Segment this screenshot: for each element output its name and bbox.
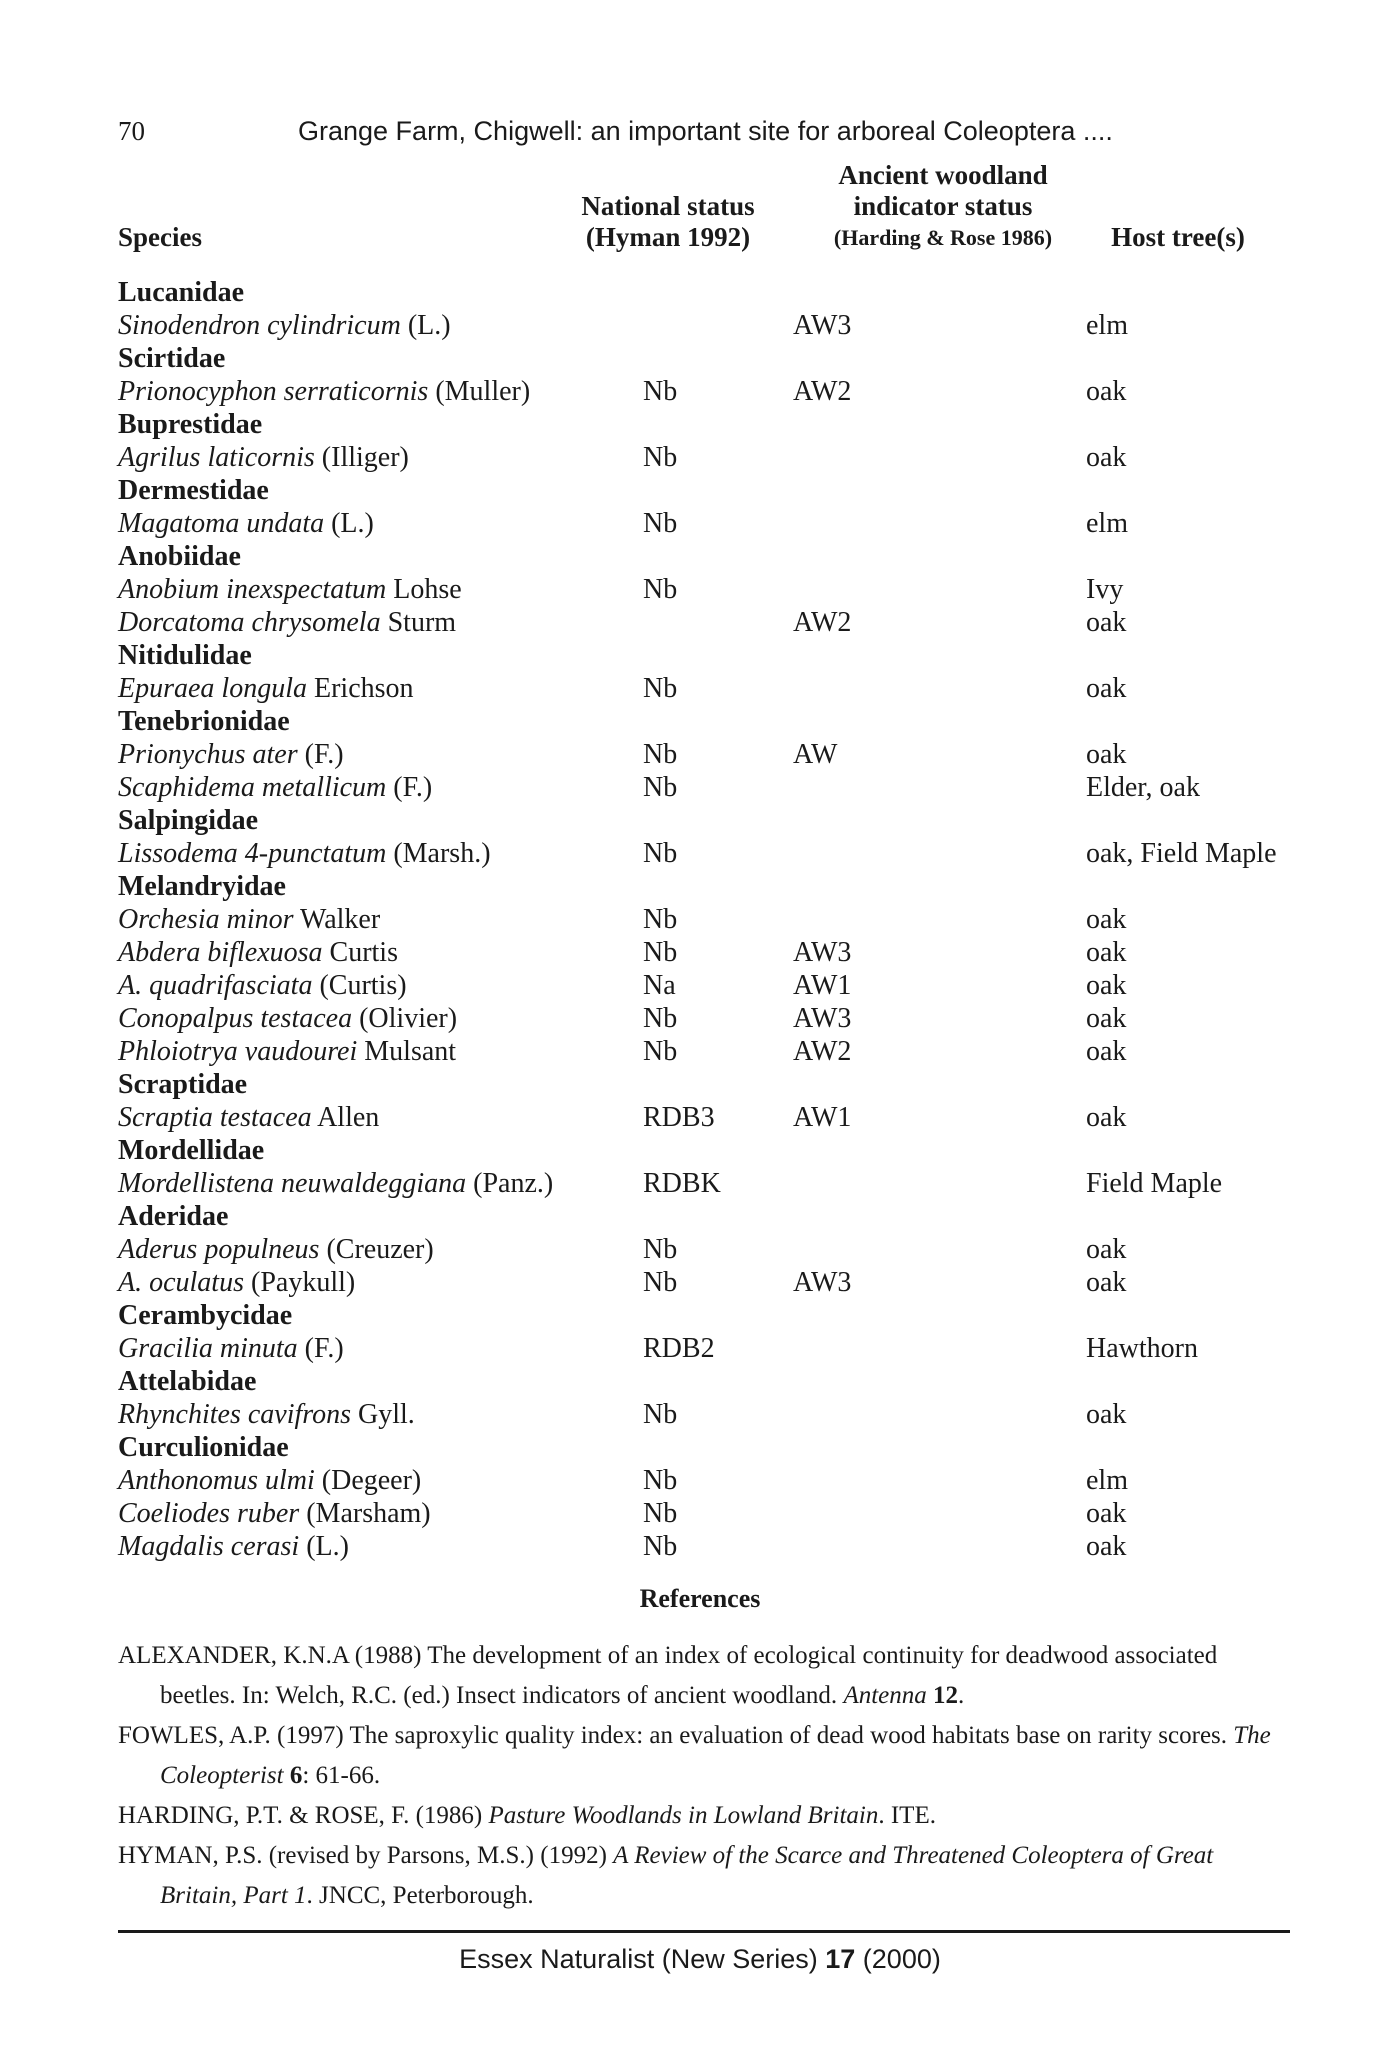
- species-cell: [118, 1497, 431, 1530]
- species-cell: [118, 1464, 421, 1497]
- scientific-name: A. oculatus: [118, 1267, 244, 1298]
- reference-text: FOWLES, A.P. (1997) The saproxylic quality index: an evaluation of dead wood habitats base on rarity scores.: [118, 1722, 1234, 1749]
- scientific-name: Magatoma undata: [118, 508, 325, 539]
- table-row: [118, 738, 1298, 771]
- species-cell: [118, 936, 398, 969]
- species-cell: [118, 606, 456, 639]
- authority: (Illiger): [314, 442, 409, 473]
- column-header-species: [118, 222, 202, 253]
- host-tree-cell: oak: [1086, 1102, 1127, 1133]
- table-row: [118, 1530, 1298, 1563]
- ancient-woodland-cell: AW2: [793, 607, 852, 638]
- species-cell: [118, 573, 462, 606]
- family-name: Scraptidae: [118, 1069, 248, 1100]
- footer: [0, 1944, 1400, 1975]
- authority: (F.): [297, 1333, 344, 1364]
- host-tree-cell: Hawthorn: [1086, 1333, 1198, 1364]
- ancient-woodland-cell: AW: [793, 739, 838, 770]
- family-name: Curculionidae: [118, 1432, 289, 1463]
- host-tree-cell: oak: [1086, 904, 1127, 935]
- family-name: Melandryidae: [118, 871, 286, 902]
- scientific-name: Mordellistena neuwaldeggiana: [118, 1168, 467, 1199]
- species-cell: [118, 441, 409, 474]
- column-header-species-label: Species: [118, 222, 202, 252]
- table-row: [118, 1233, 1298, 1266]
- authority: (Olivier): [352, 1003, 458, 1034]
- page-number: 70: [118, 116, 145, 146]
- national-status-cell: Nb: [643, 442, 678, 473]
- scientific-name: Dorcatoma chrysomela: [118, 607, 381, 638]
- species-cell: [118, 1167, 553, 1200]
- authority: (Marsh.): [386, 838, 491, 869]
- national-status-cell: Na: [643, 970, 676, 1001]
- national-status-cell: Nb: [643, 1234, 678, 1265]
- family-name: Nitidulidae: [118, 640, 252, 671]
- family-row: [118, 804, 1298, 837]
- national-status-cell: Nb: [643, 1003, 678, 1034]
- footer-journal: Essex Naturalist (New Series): [459, 1944, 826, 1974]
- column-header-national-line1: National status: [581, 191, 755, 221]
- table-row: [118, 1266, 1298, 1299]
- host-tree-cell: oak: [1086, 1531, 1127, 1562]
- authority: (L.): [299, 1531, 349, 1562]
- species-cell: [118, 969, 407, 1002]
- host-tree-cell: oak, Field Maple: [1086, 838, 1277, 869]
- running-head: [118, 116, 1278, 156]
- authority: (L.): [400, 310, 451, 341]
- scientific-name: Orchesia minor: [118, 904, 294, 935]
- host-tree-cell: oak: [1086, 937, 1127, 968]
- table-row: [118, 936, 1298, 969]
- family-name: Anobiidae: [118, 541, 241, 572]
- footer-rule: [118, 1930, 1290, 1933]
- family-row: [118, 1431, 1298, 1464]
- family-name: Dermestidae: [118, 475, 269, 506]
- national-status-cell: Nb: [643, 838, 678, 869]
- scientific-name: Aderus populneus: [118, 1234, 320, 1265]
- running-title: Grange Farm, Chigwell: an important site for arboreal Coleoptera ....: [298, 116, 1113, 146]
- table-row: [118, 309, 1298, 342]
- scientific-name: Conopalpus testacea: [118, 1003, 353, 1034]
- authority: (Degeer): [314, 1465, 422, 1496]
- reference-text: 12: [933, 1682, 959, 1709]
- family-row: [118, 1068, 1298, 1101]
- species-cell: [118, 1101, 379, 1134]
- family-name: Attelabidae: [118, 1366, 257, 1397]
- table-row: [118, 1464, 1298, 1497]
- scientific-name: Agrilus laticornis: [118, 442, 315, 473]
- family-row: [118, 639, 1298, 672]
- family-row: [118, 1200, 1298, 1233]
- reference-item: [118, 1796, 1290, 1836]
- host-tree-cell: oak: [1086, 376, 1127, 407]
- reference-text: . JNCC, Peterborough.: [306, 1882, 534, 1909]
- host-tree-cell: oak: [1086, 1399, 1127, 1430]
- scientific-name: Scaphidema metallicum: [118, 772, 387, 803]
- reference-text: .: [958, 1682, 965, 1709]
- table-header: [118, 160, 1298, 270]
- authority: (Panz.): [466, 1168, 554, 1199]
- footer-year: (2000): [855, 1944, 941, 1974]
- national-status-cell: Nb: [643, 508, 678, 539]
- family-row: [118, 705, 1298, 738]
- national-status-cell: Nb: [643, 673, 678, 704]
- column-header-host-trees: [1043, 222, 1313, 253]
- family-row: [118, 870, 1298, 903]
- table-row: [118, 903, 1298, 936]
- species-cell: [118, 1398, 415, 1431]
- species-cell: [118, 1266, 355, 1299]
- host-tree-cell: oak: [1086, 739, 1127, 770]
- national-status-cell: Nb: [643, 1531, 678, 1562]
- authority: Allen: [311, 1102, 380, 1133]
- authority: (Marsham): [299, 1498, 431, 1529]
- reference-text: Pasture Woodlands in Lowland Britain: [488, 1802, 879, 1829]
- national-status-cell: RDB2: [643, 1333, 715, 1364]
- authority: Gyll.: [351, 1399, 415, 1430]
- scientific-name: Anobium inexspectatum: [118, 574, 387, 605]
- reference-item: [118, 1636, 1290, 1716]
- table-row: [118, 1398, 1298, 1431]
- ancient-woodland-cell: AW2: [793, 376, 852, 407]
- ancient-woodland-cell: AW3: [793, 1267, 852, 1298]
- host-tree-cell: elm: [1086, 508, 1128, 539]
- scientific-name: Coeliodes ruber: [118, 1498, 300, 1529]
- column-header-ancient-line3: (Harding & Rose 1986): [833, 225, 1053, 250]
- species-cell: [118, 672, 414, 705]
- national-status-cell: Nb: [643, 574, 678, 605]
- authority: (F.): [297, 739, 344, 770]
- scientific-name: Epuraea longula: [118, 673, 307, 704]
- national-status-cell: Nb: [643, 1267, 678, 1298]
- host-tree-cell: oak: [1086, 607, 1127, 638]
- family-name: Scirtidae: [118, 343, 226, 374]
- ancient-woodland-cell: AW3: [793, 937, 852, 968]
- species-cell: [118, 837, 491, 870]
- authority: (Curtis): [312, 970, 407, 1001]
- authority: Sturm: [380, 607, 457, 638]
- scientific-name: Prionychus ater: [118, 739, 298, 770]
- species-cell: [118, 1233, 434, 1266]
- table-row: [118, 375, 1298, 408]
- host-tree-cell: oak: [1086, 1234, 1127, 1265]
- national-status-cell: Nb: [643, 1399, 678, 1430]
- host-tree-cell: oak: [1086, 442, 1127, 473]
- family-row: [118, 1365, 1298, 1398]
- species-cell: [118, 738, 344, 771]
- table-row: [118, 573, 1298, 606]
- national-status-cell: Nb: [643, 1498, 678, 1529]
- species-cell: [118, 1002, 457, 1035]
- scientific-name: Anthonomus ulmi: [118, 1465, 315, 1496]
- table-row: [118, 672, 1298, 705]
- authority: Curtis: [322, 937, 398, 968]
- authority: (Creuzer): [319, 1234, 434, 1265]
- table-row: [118, 1497, 1298, 1530]
- footer-volume: 17: [825, 1944, 856, 1974]
- national-status-cell: Nb: [643, 1465, 678, 1496]
- scientific-name: Sinodendron cylindricum: [118, 310, 401, 341]
- family-row: [118, 1134, 1298, 1167]
- scientific-name: Phloiotrya vaudourei: [118, 1036, 358, 1067]
- national-status-cell: Nb: [643, 937, 678, 968]
- table-row: [118, 969, 1298, 1002]
- authority: (Paykull): [244, 1267, 356, 1298]
- authority: Walker: [293, 904, 381, 935]
- ancient-woodland-cell: AW1: [793, 1102, 852, 1133]
- species-cell: [118, 375, 530, 408]
- reference-text: 6: [289, 1762, 303, 1789]
- scientific-name: Gracilia minuta: [118, 1333, 298, 1364]
- host-tree-cell: oak: [1086, 1498, 1127, 1529]
- ancient-woodland-cell: AW2: [793, 1036, 852, 1067]
- family-name: Lucanidae: [118, 277, 245, 308]
- family-row: [118, 1299, 1298, 1332]
- national-status-cell: Nb: [643, 904, 678, 935]
- host-tree-cell: oak: [1086, 1003, 1127, 1034]
- ancient-woodland-cell: AW3: [793, 310, 852, 341]
- authority: Lohse: [386, 574, 462, 605]
- table-row: [118, 1101, 1298, 1134]
- reference-text: . ITE.: [878, 1802, 936, 1829]
- reference-item: [118, 1716, 1290, 1796]
- national-status-cell: Nb: [643, 772, 678, 803]
- family-row: [118, 342, 1298, 375]
- table-row: [118, 1167, 1298, 1200]
- species-cell: [118, 309, 451, 342]
- ancient-woodland-cell: AW3: [793, 1003, 852, 1034]
- national-status-cell: Nb: [643, 1036, 678, 1067]
- family-name: Salpingidae: [118, 805, 259, 836]
- reference-item: [118, 1836, 1290, 1916]
- scientific-name: A. quadrifasciata: [118, 970, 313, 1001]
- family-row: [118, 408, 1298, 441]
- family-name: Buprestidae: [118, 409, 263, 440]
- reference-text: A Review of the Scarce and Threatened Coleoptera of Great Britain, Part 1: [160, 1842, 1214, 1909]
- family-name: Tenebrionidae: [118, 706, 290, 737]
- table-row: [118, 1002, 1298, 1035]
- table-row: [118, 441, 1298, 474]
- national-status-cell: Nb: [643, 376, 678, 407]
- references-heading: References: [639, 1584, 761, 1613]
- table-row: [118, 837, 1298, 870]
- host-tree-cell: oak: [1086, 970, 1127, 1001]
- host-tree-cell: oak: [1086, 1036, 1127, 1067]
- host-tree-cell: Elder, oak: [1086, 772, 1200, 803]
- table-row: [118, 1035, 1298, 1068]
- host-tree-cell: Ivy: [1086, 574, 1124, 605]
- family-row: [118, 540, 1298, 573]
- national-status-cell: RDBK: [643, 1168, 721, 1199]
- authority: Mulsant: [357, 1036, 457, 1067]
- host-tree-cell: oak: [1086, 1267, 1127, 1298]
- reference-text: Antenna: [843, 1682, 927, 1709]
- species-cell: [118, 903, 380, 936]
- column-header-host-label: Host tree(s): [1111, 222, 1245, 252]
- scientific-name: Lissodema 4-punctatum: [118, 838, 387, 869]
- table-row: [118, 606, 1298, 639]
- scientific-name: Abdera biflexuosa: [118, 937, 323, 968]
- family-row: [118, 474, 1298, 507]
- family-name: Cerambycidae: [118, 1300, 293, 1331]
- species-table: [118, 276, 1298, 1563]
- family-row: [118, 276, 1298, 309]
- column-header-national-line2: (Hyman 1992): [585, 222, 751, 252]
- table-row: [118, 1332, 1298, 1365]
- family-name: Mordellidae: [118, 1135, 265, 1166]
- column-header-ancient-line1: Ancient woodland: [838, 160, 1048, 190]
- authority: (L.): [324, 508, 374, 539]
- host-tree-cell: elm: [1086, 310, 1128, 341]
- ancient-woodland-cell: AW1: [793, 970, 852, 1001]
- species-cell: [118, 507, 374, 540]
- family-name: Aderidae: [118, 1201, 229, 1232]
- scientific-name: Scraptia testacea: [118, 1102, 312, 1133]
- reference-text: ALEXANDER, K.N.A (1988) The development of an index of ecological continuity for deadwood associated beetles. In: Welch, R.C. (ed.) Insect indicators of ancient woodland.: [118, 1642, 1218, 1709]
- references-list: [118, 1636, 1290, 1916]
- species-cell: [118, 1035, 456, 1068]
- authority: (F.): [386, 772, 433, 803]
- table-row: [118, 507, 1298, 540]
- scientific-name: Rhynchites cavifrons: [118, 1399, 352, 1430]
- national-status-cell: Nb: [643, 739, 678, 770]
- reference-text: HARDING, P.T. & ROSE, F. (1986): [118, 1802, 489, 1829]
- host-tree-cell: oak: [1086, 673, 1127, 704]
- scientific-name: Magdalis cerasi: [118, 1531, 300, 1562]
- host-tree-cell: Field Maple: [1086, 1168, 1223, 1199]
- host-tree-cell: elm: [1086, 1465, 1128, 1496]
- species-cell: [118, 771, 432, 804]
- table-row: [118, 771, 1298, 804]
- reference-text: : 61-66.: [302, 1762, 381, 1789]
- column-header-ancient-line2: indicator status: [853, 191, 1033, 221]
- species-cell: [118, 1332, 344, 1365]
- reference-text: HYMAN, P.S. (revised by Parsons, M.S.) (1992): [118, 1842, 614, 1869]
- authority: Erichson: [307, 673, 414, 704]
- reference-text: The Coleopterist: [160, 1722, 1271, 1789]
- authority: (Muller): [428, 376, 531, 407]
- species-cell: [118, 1530, 349, 1563]
- scientific-name: Prionocyphon serraticornis: [118, 376, 429, 407]
- national-status-cell: RDB3: [643, 1102, 715, 1133]
